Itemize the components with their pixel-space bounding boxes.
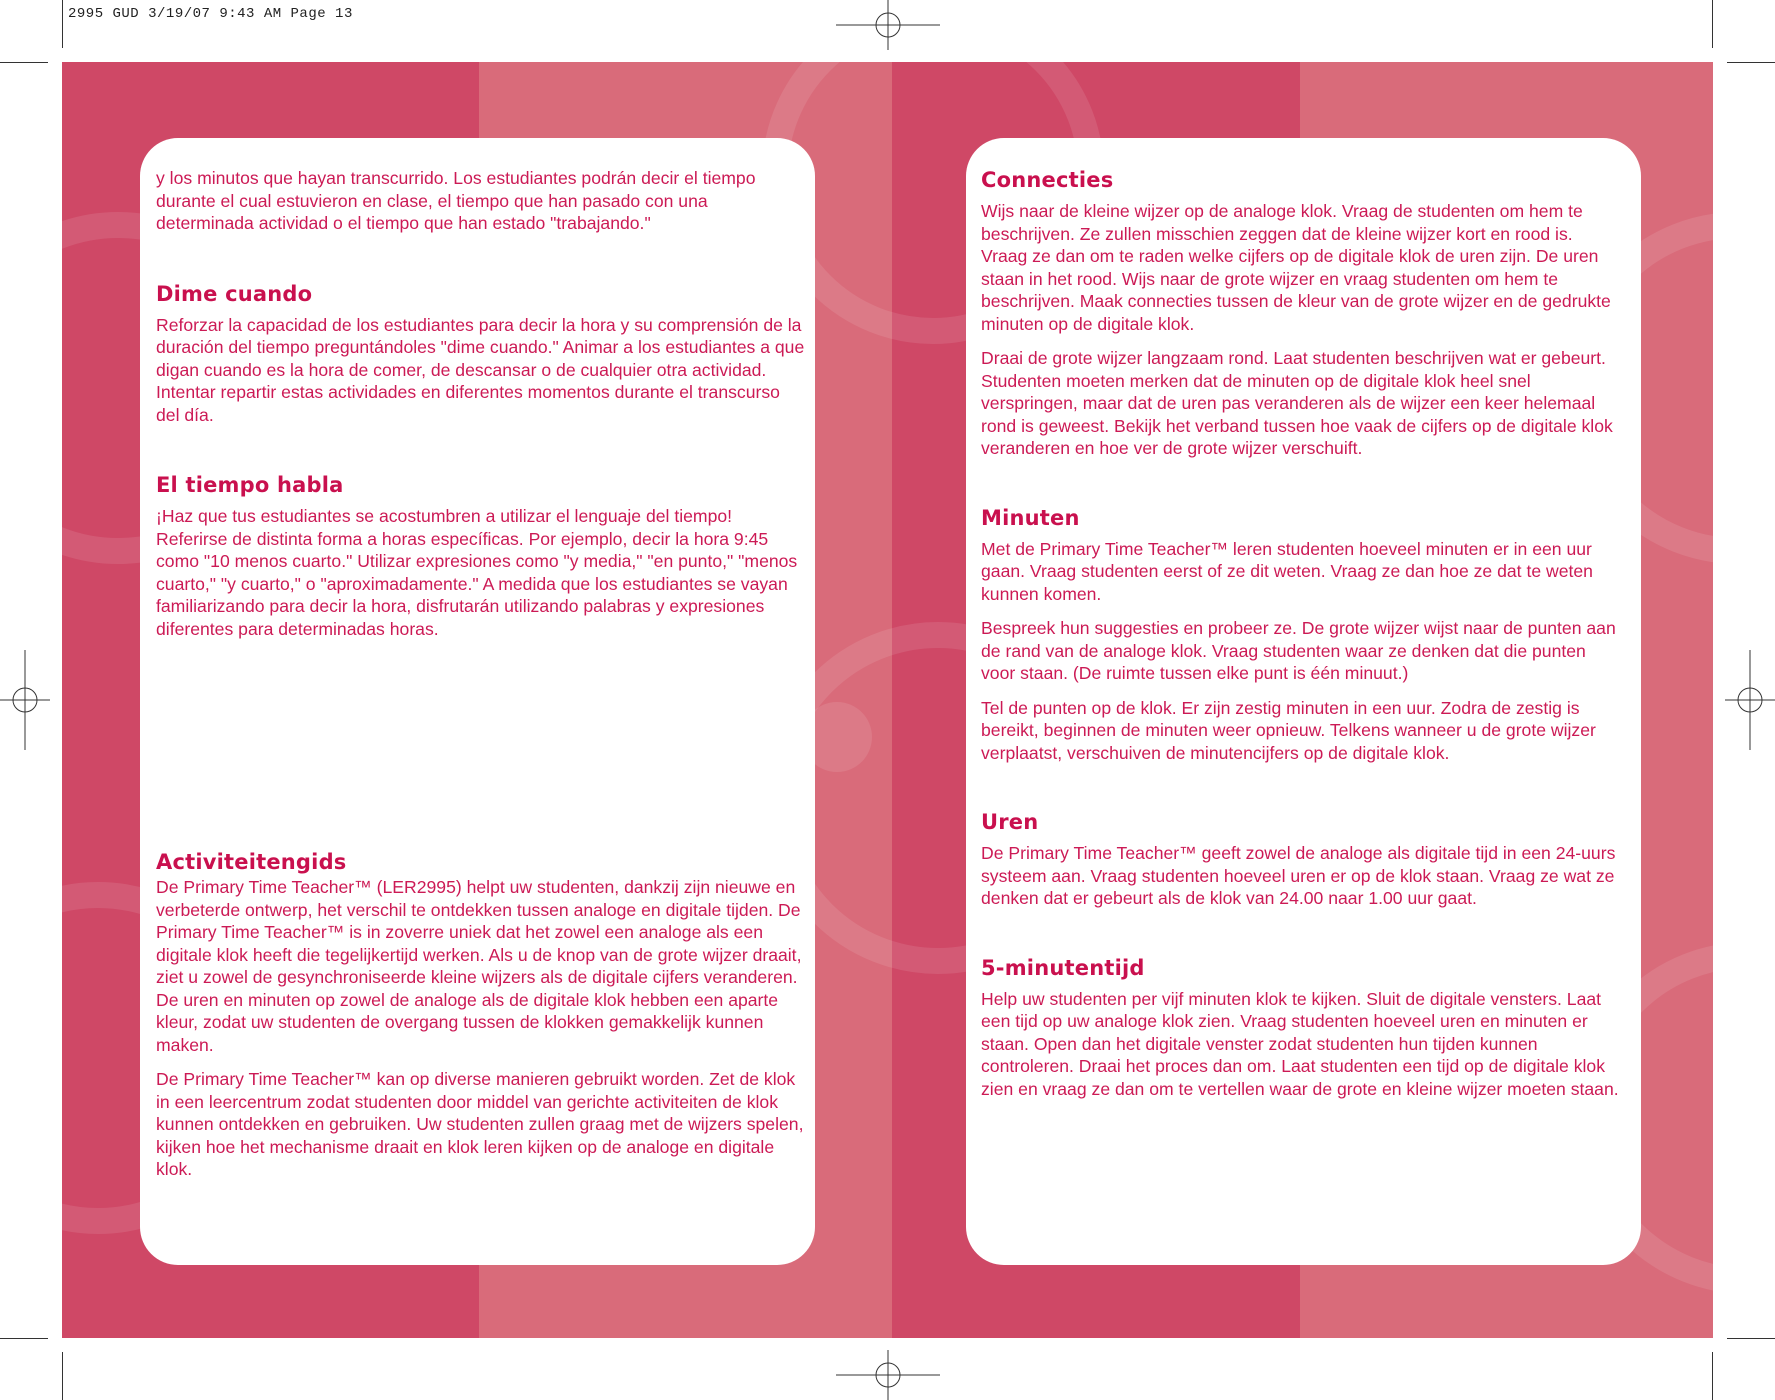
el-tiempo-habla-paragraph: ¡Haz que tus estudiantes se acostumbren a utilizar el lenguaje del tiempo! Referirse de distinta forma a horas específicas. Por ejemplo, decir la hora 9:45 como "10 menos cuarto." Utilizar expresiones como "y media," "en punto," "menos cuarto," "y cuarto," o "aproximadamente." A medida que los estudiantes se vayan familiarizando para decir la hora, disfrutarán utilizando palabras y expresiones diferentes para determinadas horas.: [156, 506, 798, 639]
crop-mark: [1712, 1352, 1713, 1400]
5-minutentijd-paragraph: Help uw studenten per vijf minuten klok te kijken. Sluit de digitale vensters. Laat een tijd op uw analoge klok zien. Vraag studenten hoeveel uren en minuten er staan. Open dan het digitale venster zodat studenten hun tijden kunnen controleren. Draai het proces dan om. Laat studenten een tijd op de digitale klok zien en vraag ze dan om te vertellen waar de grote en kleine wijzer moeten staan.: [981, 988, 1619, 1099]
connecties-paragraph-1: Wijs naar de kleine wijzer op de analoge klok. Vraag de studenten om hem te beschrijven. Ze zullen misschien zeggen dat de kleine wijzer kort en rood is. Vraag ze dan om te raden welke cijfers op de digitale klok de uren zijn. De uren staan in het rood. Wijs naar de grote wijzer en vraag studenten om hem te beschrijven. Maak connecties tussen de kleur van de grote wijzer en de gedrukte minuten op de digitale klok.: [981, 201, 1611, 334]
activiteitengids-paragraph-1: De Primary Time Teacher™ (LER2995) helpt uw studenten, dankzij zijn nieuwe en verbeterde ontwerp, het verschil te ontdekken tussen analoge en digitale tijden. De Primary Time Teacher™ is in zoverre uniek dat het zowel een analoge als een digitale klok heeft die tegelijkertijd werken. Als u de knop van de grote wijzer draait, ziet u zowel de gesynchroniseerde kleine wijzers als de digitale cijfers veranderen. De uren en minuten op zowel de analoge als de digitale klok hebben een aparte kleur, zodat uw studenten de overgang tussen de klokken gemakkelijk kunnen maken.: [156, 877, 802, 1055]
section-heading-activiteitengids: Activiteitengids: [156, 850, 347, 874]
crop-mark: [0, 1338, 48, 1339]
intro-paragraph: y los minutos que hayan transcurrido. Los estudiantes podrán decir el tiempo durante el cual estuvieron en clase, el tiempo que han pasado con una determinada actividad o el tiempo que han estado "trabajando.": [156, 168, 756, 233]
connecties-paragraph-2: Draai de grote wijzer langzaam rond. Laat studenten beschrijven wat er gebeurt. Studenten moeten merken dat de minuten op de digitale klok heel snel verspringen, maar dat de uren pas veranderen als de wijzer een keer helemaal rond is geweest. Bekijk het verband tussen hoe vaak de cijfers op de digitale klok veranderen en hoe ver de grote wijzer verschuift.: [981, 348, 1613, 458]
left-column-lower: [156, 848, 806, 1181]
registration-mark-left: [0, 650, 50, 750]
uren-paragraph: De Primary Time Teacher™ geeft zowel de analoge als digitale tijd in een 24-uurs systeem aan. Vraag studenten hoeveel uren er op de klok staan. Vraag ze wat ze denken dat er gebeurt als de klok van 24.00 naar 1.00 uur gaat.: [981, 843, 1616, 908]
crop-mark: [1727, 1338, 1775, 1339]
minuten-paragraph-3: Tel de punten op de klok. Er zijn zestig minuten in een uur. Zodra de zestig is bereikt, beginnen de minuten weer opnieuw. Telkens wanneer u de grote wijzer verplaatst, verschuiven de minutencijfers op de digitale klok.: [981, 697, 1596, 763]
section-heading-el-tiempo-habla: El tiempo habla: [156, 473, 344, 497]
registration-mark-top: [836, 0, 940, 50]
section-heading-uren: Uren: [981, 810, 1039, 834]
minuten-paragraph-1: Met de Primary Time Teacher™ leren studenten hoeveel minuten er in een uur gaan. Vraag studenten eerst of ze dit weten. Vraag ze dan hoe ze dat te weten kunnen komen.: [981, 538, 1593, 604]
minuten-paragraph-2: Bespreek hun suggesties en probeer ze. De grote wijzer wijst naar de punten aan de rand van de analoge klok. Vraag studenten waar ze denken dat die punten voor staan. (De ruimte tussen elke punt is één minuut.): [981, 618, 1616, 683]
crop-mark: [62, 1352, 63, 1400]
section-heading-5-minutentijd: 5-minutentijd: [981, 955, 1145, 980]
activiteitengids-paragraph-2: De Primary Time Teacher™ kan op diverse manieren gebruikt worden. Zet de klok in een leercentrum zodat studenten door middel van gerichte activiteiten de klok kunnen ontdekken en gebruiken. Uw studenten zullen graag met de wijzers spelen, kijken hoe het mechanisme draait en klok leren kijken op de analoge en digitale klok.: [156, 1069, 804, 1179]
registration-mark-right: [1725, 650, 1775, 750]
dime-cuando-paragraph: Reforzar la capacidad de los estudiantes para decir la hora y su comprensión de la duración del tiempo preguntándoles "dime cuando." Animar a los estudiantes a que digan cuando es la hora de comer, de descansar o de cualquier otra actividad. Intentar repartir estas actividades en diferentes momentos durante el transcurso del día.: [156, 314, 805, 425]
printer-slug: 2995 GUD 3/19/07 9:43 AM Page 13: [68, 6, 353, 22]
section-heading-dime-cuando: Dime cuando: [156, 281, 313, 306]
right-column: [981, 166, 1621, 1100]
section-heading-connecties: Connecties: [981, 168, 1114, 192]
crop-mark: [1727, 62, 1775, 63]
crop-mark: [62, 0, 63, 48]
section-heading-minuten: Minuten: [981, 505, 1080, 530]
crop-mark: [1712, 0, 1713, 48]
crop-mark: [0, 62, 48, 63]
registration-mark-bottom: [836, 1350, 940, 1400]
left-column: [156, 167, 806, 640]
